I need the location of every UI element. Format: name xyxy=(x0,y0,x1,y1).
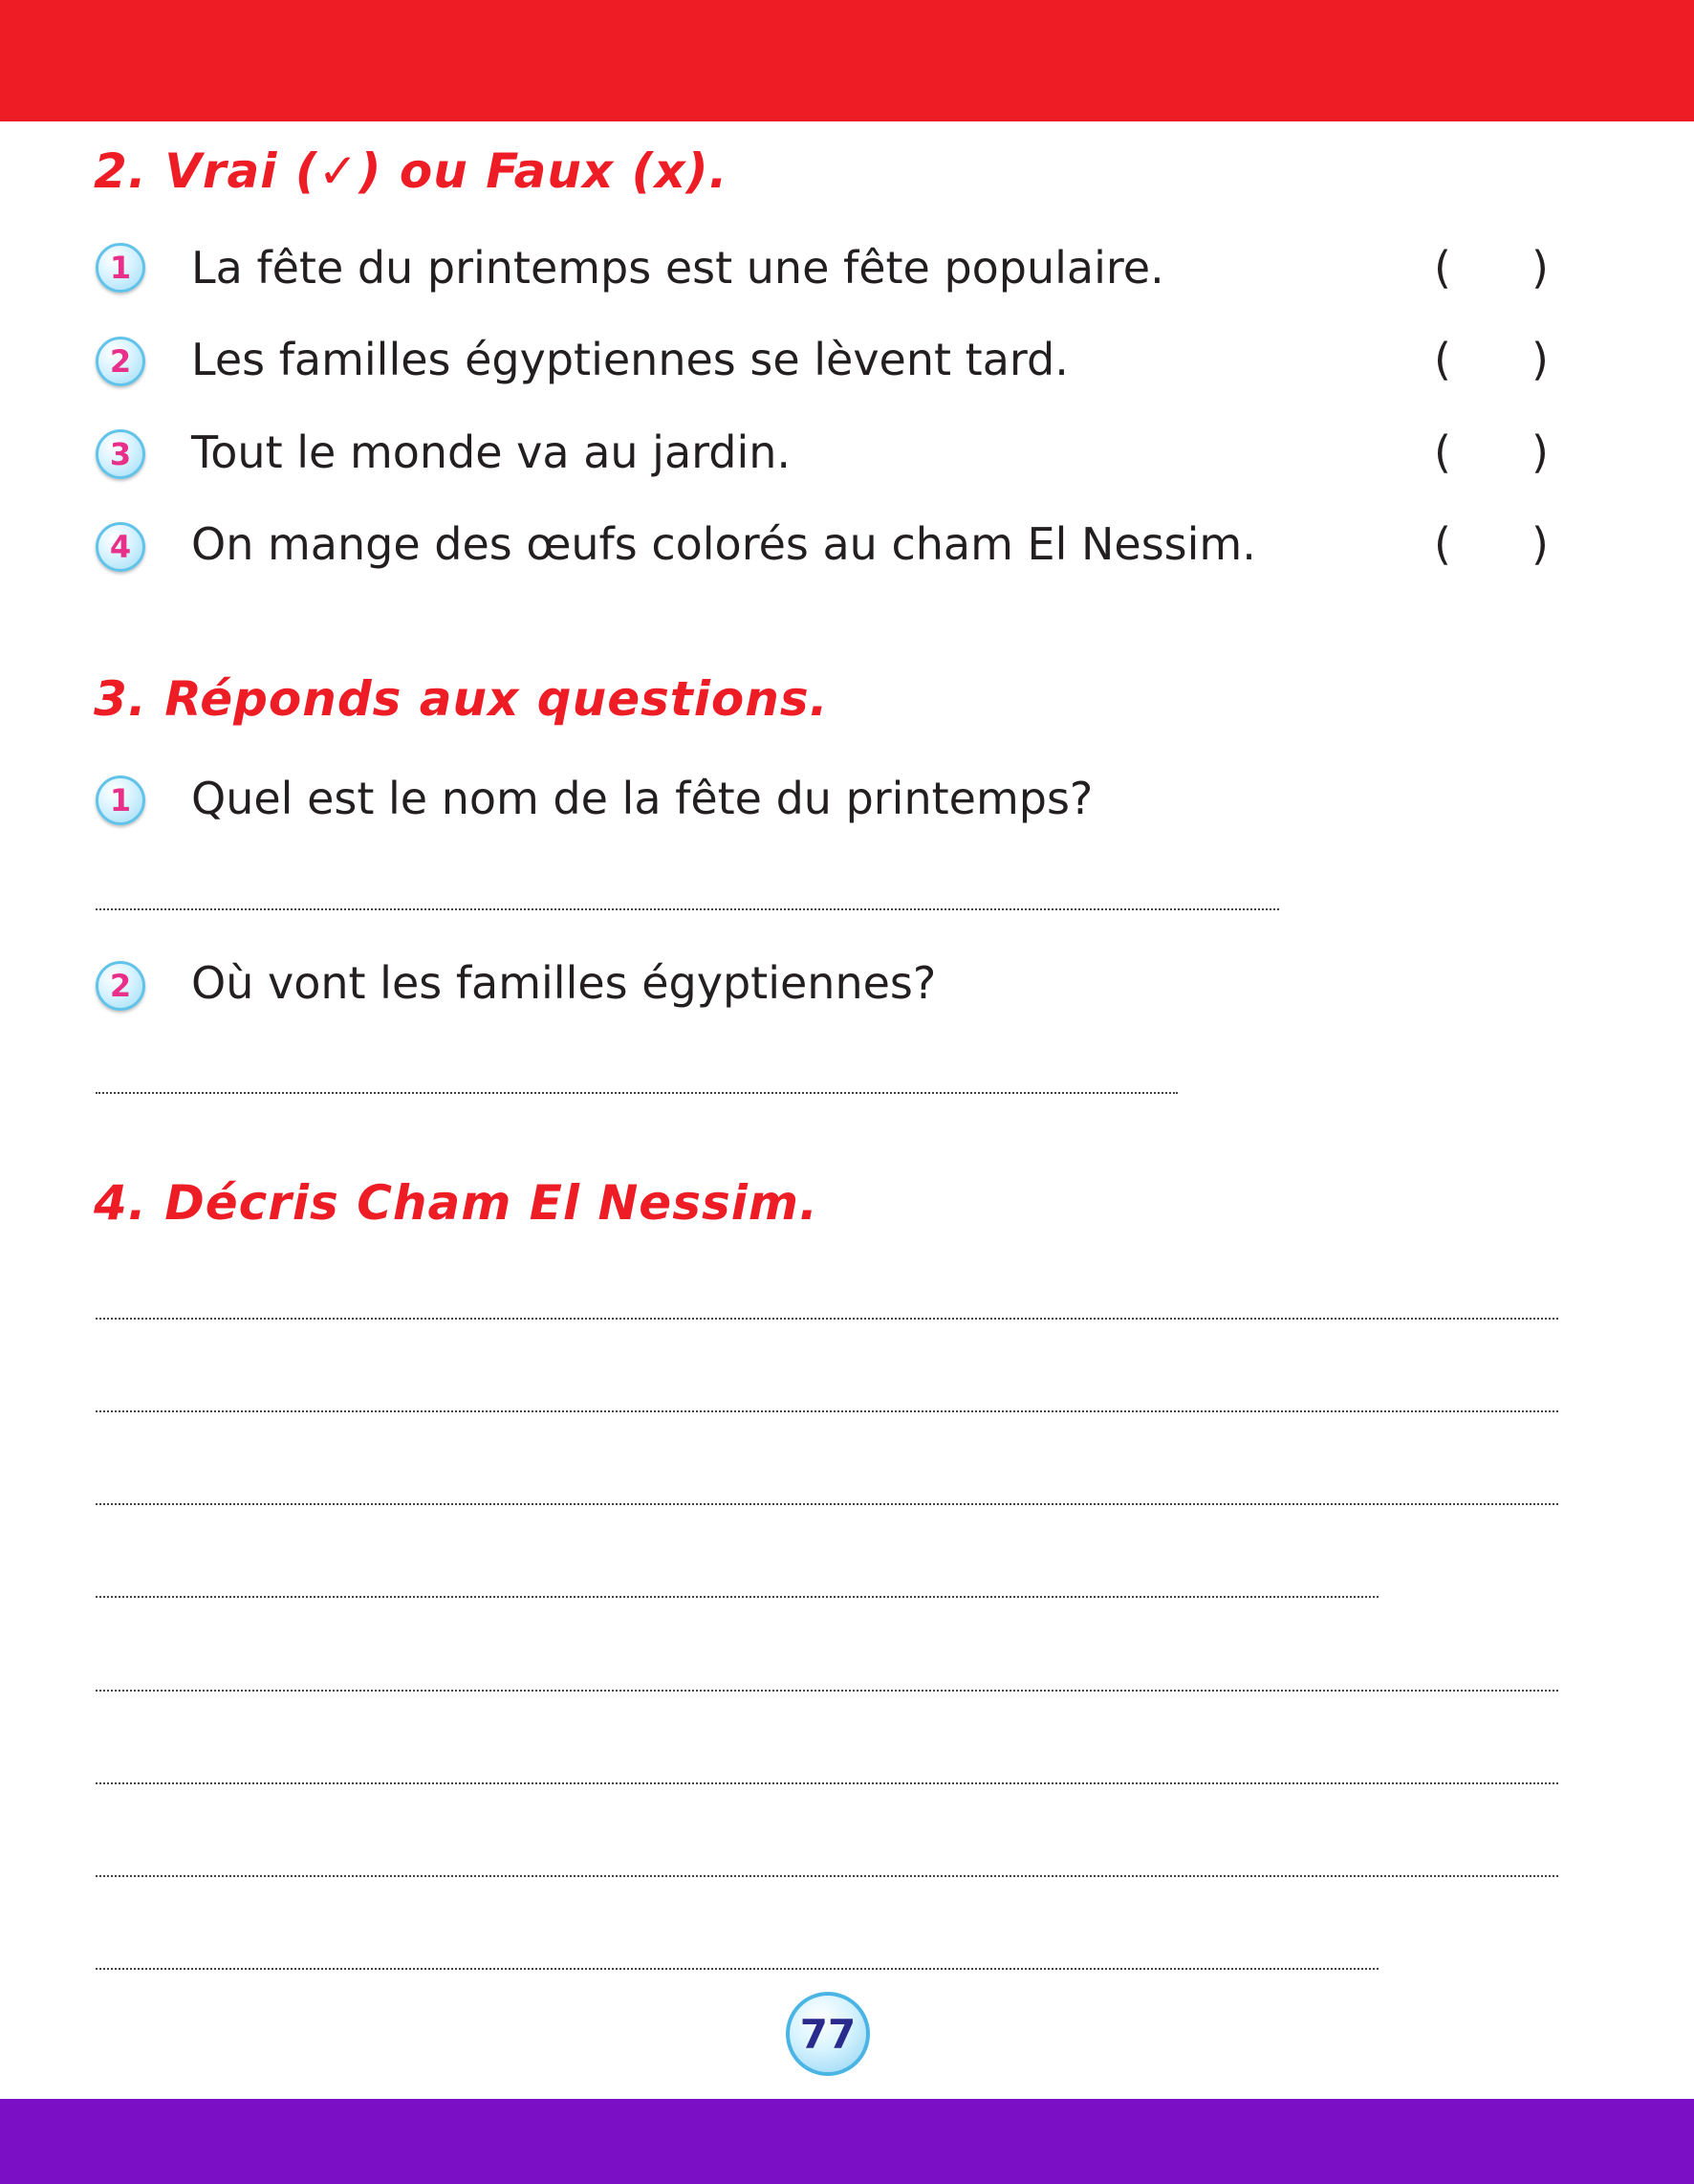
open-paren: ( xyxy=(1434,334,1451,385)
question-text: Quel est le nom de la fête du printemps? xyxy=(191,773,1094,824)
open-paren: ( xyxy=(1434,242,1451,294)
item-number-badge: 2 xyxy=(96,961,145,1011)
writing-line[interactable] xyxy=(96,1690,1558,1692)
true-false-statement: Les familles égyptiennes se lèvent tard. xyxy=(191,334,1069,385)
answer-line[interactable] xyxy=(96,908,1279,910)
section-4-title: 4. Décris Cham El Nessim. xyxy=(94,1175,818,1231)
section-2-title: 2. Vrai (✓) ou Faux (x). xyxy=(94,143,728,199)
close-paren: ) xyxy=(1531,518,1549,570)
answer-line[interactable] xyxy=(96,1092,1178,1094)
item-number-badge: 4 xyxy=(96,522,145,572)
writing-line[interactable] xyxy=(96,1968,1379,1970)
bottom-color-bar xyxy=(0,2099,1694,2184)
answer-box[interactable] xyxy=(1434,426,1549,479)
top-color-bar xyxy=(0,0,1694,121)
writing-line[interactable] xyxy=(96,1318,1558,1320)
true-false-statement: Tout le monde va au jardin. xyxy=(191,426,791,478)
close-paren: ) xyxy=(1531,334,1549,385)
page-number: 77 xyxy=(786,1992,870,2076)
writing-line[interactable] xyxy=(96,1410,1558,1412)
true-false-statement: On mange des œufs colorés au cham El Nessim. xyxy=(191,518,1256,570)
section-3-title: 3. Réponds aux questions. xyxy=(94,671,829,727)
answer-box[interactable] xyxy=(1434,333,1549,386)
true-false-statement: La fête du printemps est une fête populaire. xyxy=(191,242,1164,294)
item-number-badge: 1 xyxy=(96,775,145,825)
open-paren: ( xyxy=(1434,518,1451,570)
item-number-badge: 1 xyxy=(96,243,145,293)
writing-line[interactable] xyxy=(96,1782,1558,1784)
writing-line[interactable] xyxy=(96,1596,1379,1598)
item-number-badge: 2 xyxy=(96,337,145,386)
close-paren: ) xyxy=(1531,426,1549,478)
open-paren: ( xyxy=(1434,426,1451,478)
writing-line[interactable] xyxy=(96,1875,1558,1877)
writing-line[interactable] xyxy=(96,1503,1558,1505)
question-text: Où vont les familles égyptiennes? xyxy=(191,957,937,1009)
close-paren: ) xyxy=(1531,242,1549,294)
answer-box[interactable] xyxy=(1434,517,1549,571)
answer-box[interactable] xyxy=(1434,241,1549,295)
item-number-badge: 3 xyxy=(96,429,145,479)
